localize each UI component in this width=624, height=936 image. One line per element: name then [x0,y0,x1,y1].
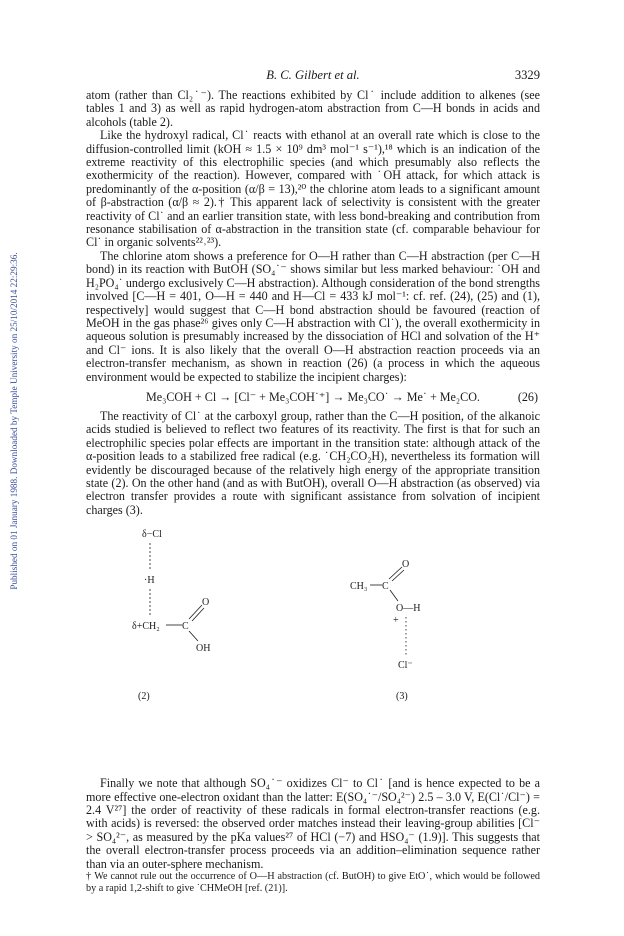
s2-ch2: δ+CH₂ [132,621,160,633]
s3-o: O [402,559,410,571]
s3-c: C [382,581,389,593]
structures-svg [86,523,540,773]
s3-label: (3) [396,691,408,703]
s2-c: C [182,621,189,633]
s3-cl: Cl⁻ [398,660,413,672]
s3-ch3: CH₃ [350,581,368,593]
s3-plus: + [393,615,399,627]
paragraph-2: Like the hydroxyl radical, Cl˙ reacts with ethanol at an overall rate which is close to the diffusion-controlled limit (kOH ≈ 1.5 × 10⁹ dm³ mol⁻¹ s⁻¹),¹⁸ which is an indication of the extreme reactivity of this electrophilic species (and which presumably also reflects the exothermicity of the reaction). However, compared with ˙OH attack, for which attack is predominantly of the α-position (α/β = 13),²⁰ the chlorine atom leads to a significant amount of β-abstraction (α/β ≈ 2).† This apparent lack of selectivity is consistent with the greater reactivity of Cl˙ and an earlier transition state, with less bond-breaking and contribution from resonance stabilisation of α-abstraction in the transition state (cf. comparable behaviour for Cl˙ in organic solvents²²˒²³). [86,128,540,250]
paragraph-4: The reactivity of Cl˙ at the carboxyl group, rather than the C—H position, of the alkanoic acids studied is believed to reflect two features of its reactivity. The first is that for such an electrophilic species polar effects are important in the transition state: although attack of the α-position leads to a stabilized free radical (e.g. ˙CH₂CO₂H), nevertheless its formation will evidently be discouraged because of the relatively high energy of the appropriate transition state (2). On the other hand (and as with ButOH), overall O—H abstraction (as observed) via electron transfer provides a route with significant assistance from solvation of incipient charges (3). [86,408,540,517]
publication-side-note: Published on 01 January 1988. Downloaded by Temple University on 25/10/2014 22:29:36. [9,252,19,590]
paragraph-final: Finally we note that although SO₄˙⁻ oxidizes Cl⁻ to Cl˙ [and is hence expected to be a more effective one-electron oxidant than the latter: E(SO₄˙⁻/SO₄²⁻) 2.5 – 3.0 V, E(Cl˙/Cl⁻) = 2.4 V²⁷] the order of reactivity of these radicals in formal electron-transfer reactions (e.g. with acids) is reversed: the observed order matches instead their leaving-group abilities [Cl⁻ > SO₄²⁻, as measured by the pKa values²⁷ of HCl (−7) and HSO₄⁻ (1.9)]. This suggests that the overall electron-transfer process proceeds via an addition–elimination sequence rather than via an outer-sphere mechanism. [86,776,540,871]
s2-label: (2) [138,691,150,703]
paragraph-3: The chlorine atom shows a preference for O—H rather than C—H abstraction (per C—H bond) in its reaction with ButOH (SO₄˙⁻ shows similar but less marked behaviour: ˙OH and H₂PO₄˙ undergo exclusively C—H abstraction). Although consideration of the bond strengths involved [C—H = 401, O—H = 440 and H—Cl = 433 kJ mol⁻¹: cf. ref. (24), (25) and (1), respectively] would suggest that C—H bond abstraction should be favoured (reaction of MeOH in the gas phase²⁶ gives only C—H abstraction with Cl˙), the overall exothermicity in aqueous solution is presumably increased by the dissociation of HCl and solvation of the H⁺ and Cl⁻ ions. It is also likely that the overall O—H abstraction reaction proceeds via an electron-transfer mechanism, as shown in reaction (26) (a process in which the aqueous environment would be expected to stabilize the incipient charges): [86,248,540,384]
equation-number: (26) [517,389,538,404]
footnote: † We cannot rule out the occurrence of O—H abstraction (cf. ButOH) to give EtO˙, which would be followed by a rapid 1,2-shift to give ˙CHMeOH [ref. (21)]. [86,871,540,895]
s2-o: O [202,597,210,609]
reaction-equation-26 [86,391,540,405]
paragraph-1: atom (rather than Cl₂˙⁻). The reactions exhibited by Cl˙ include addition to alkenes (see tables 1 and 3) as well as rapid hydrogen-atom abstraction from C—H bonds in acids and alcohols (table 2). [86,88,540,129]
s2-oh: OH [196,643,211,655]
running-header [86,68,540,84]
article-body [86,89,540,895]
s3-oh: O—H [396,603,421,615]
transition-state-structures [86,523,540,773]
s2-h: ·H [144,575,155,587]
running-title: B. C. Gilbert et al. [266,68,360,82]
equation-expression: Me₃COH + Cl → [Cl⁻ + Me₃COH˙⁺] → Me₃CO˙ → Me˙ + Me₂CO. [146,389,480,404]
s2-cl: δ−Cl [142,529,162,541]
page-number: 3329 [514,68,540,82]
